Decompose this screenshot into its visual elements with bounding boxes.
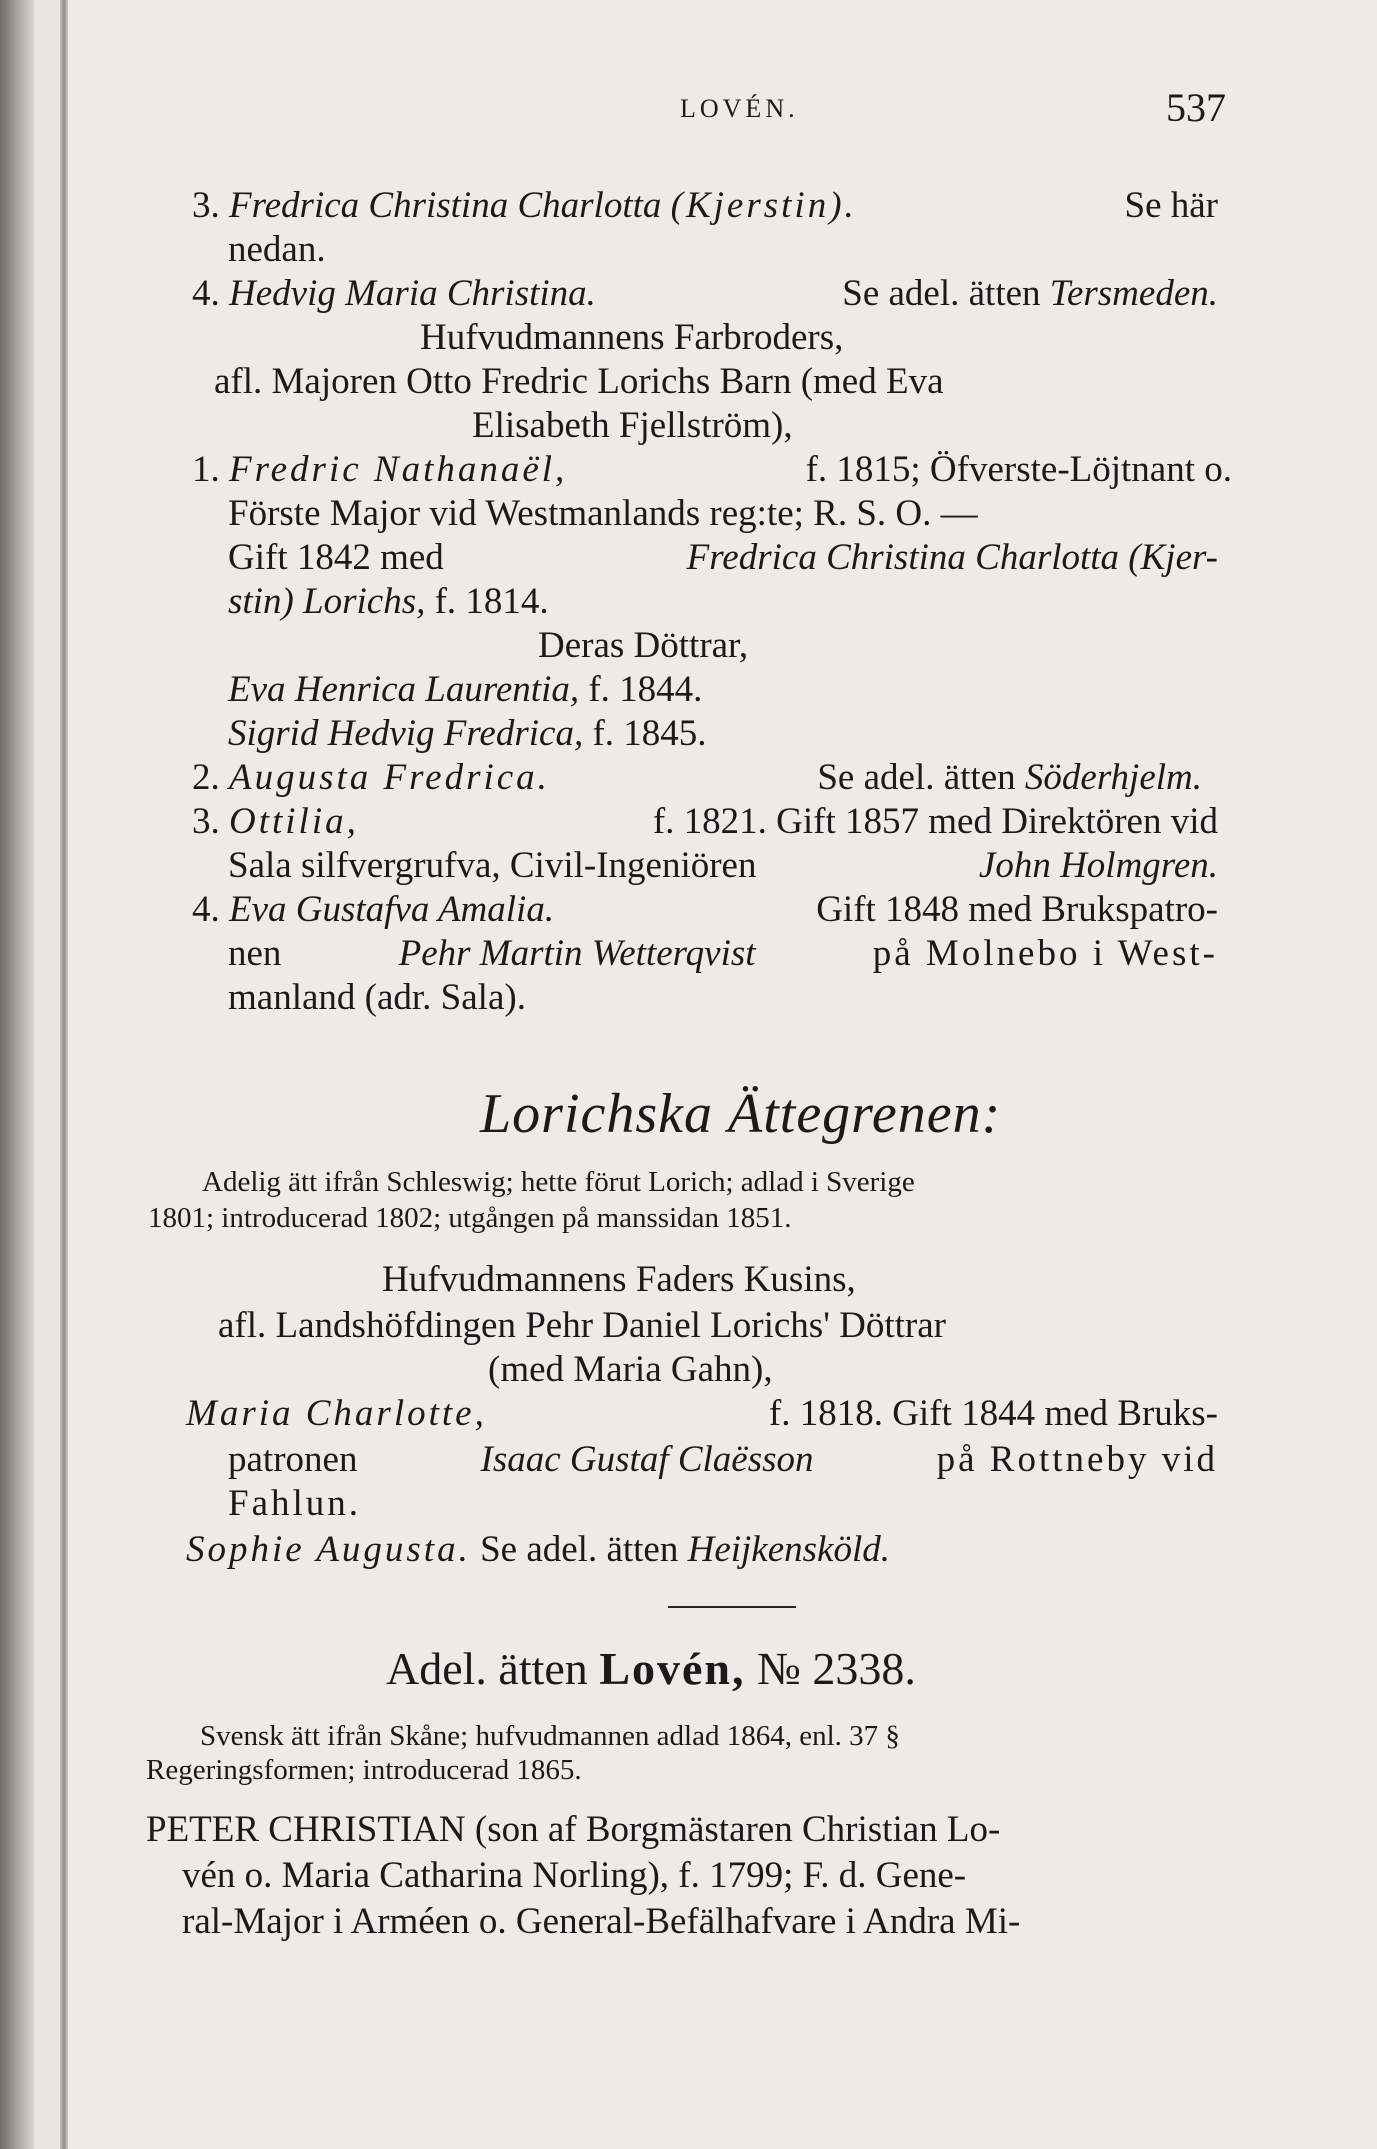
entry-text: ral-Major i Arméen o. General-Befälhafvare i Andra Mi- <box>182 1901 1021 1942</box>
spine-edge <box>60 0 68 2149</box>
section-description <box>202 1164 1220 1200</box>
person-name: Pehr Martin Wetterqvist <box>398 933 756 974</box>
section-description <box>200 1718 1220 1754</box>
family-name: Söderhjelm. <box>1024 757 1202 798</box>
page-number: 537 <box>1166 85 1226 130</box>
page <box>68 0 1377 2149</box>
person-name: Sigrid Hedvig Fredrica, <box>228 713 584 754</box>
entry-number: 1. <box>192 449 220 490</box>
entry-number: 4. <box>192 889 220 930</box>
person-name: Eva Gustafva Amalia. <box>229 889 555 930</box>
person-name: stin) Lorichs, <box>228 581 426 622</box>
entry-line <box>182 1854 1218 1898</box>
entry-line: Hufvudmannens Faders Kusins, <box>382 1259 856 1300</box>
entry-line <box>192 184 1218 228</box>
section-description: Regeringsformen; introducerad 1865. <box>146 1754 582 1786</box>
entry-text: Se här <box>1124 185 1218 226</box>
person-nickname: (Kjerstin). <box>670 185 857 226</box>
entry-line <box>192 756 1202 800</box>
entry-text: f. 1845. <box>592 713 707 754</box>
person-name: Hedvig Maria Christina. <box>229 273 596 314</box>
entry-number: 4. <box>192 273 220 314</box>
description-text: Svensk ätt ifrån Skåne; hufvudmannen adlad 1864, enl. 37 § <box>200 1720 900 1752</box>
entry-line: (med Maria Gahn), <box>488 1349 773 1390</box>
entry-line: Deras Döttrar, <box>538 625 749 666</box>
family-title <box>386 1642 916 1695</box>
entry-line: nedan. <box>228 229 326 270</box>
entry-line <box>146 1808 1218 1852</box>
person-name: Ottilia, <box>229 801 359 842</box>
entry-line <box>192 888 1218 932</box>
entry-line <box>186 1392 1218 1436</box>
entry-line: afl. Majoren Otto Fredric Lorichs Barn (med Eva <box>214 361 944 402</box>
entry-text: PETER CHRISTIAN (son af Borgmästaren Christian Lo- <box>146 1809 1001 1850</box>
person-name: Fredric Nathanaël, <box>229 449 568 490</box>
family-title-prefix: Adel. ätten <box>386 1643 588 1694</box>
entry-line: manland (adr. Sala). <box>228 977 526 1018</box>
entry-line <box>228 844 1218 888</box>
person-name: John Holmgren. <box>978 845 1218 886</box>
entry-line <box>182 1900 1218 1944</box>
spine-shadow <box>0 0 34 2149</box>
entry-line <box>192 800 1218 844</box>
entry-text: f. 1821. Gift 1857 med Direktören vid <box>652 801 1218 842</box>
section-heading: Lorichska Ättegrenen: <box>480 1083 1002 1145</box>
entry-line: Förste Major vid Westmanlands reg:te; R. S. O. — <box>228 493 978 534</box>
family-name: Tersmeden. <box>1049 273 1218 314</box>
entry-text: på Molnebo i West- <box>872 933 1218 974</box>
entry-line <box>192 448 1232 492</box>
entry-text: nen <box>228 933 282 974</box>
entry-number: 3. <box>192 801 220 842</box>
entry-line: Elisabeth Fjellström), <box>472 405 793 446</box>
section-divider <box>668 1606 796 1608</box>
entry-text: f. 1815; Öfverste-Löjtnant o. <box>805 449 1232 490</box>
person-name: Maria Charlotte, <box>186 1393 487 1434</box>
entry-text: f. 1818. Gift 1844 med Bruks- <box>768 1393 1218 1434</box>
family-name: Heijkensköld. <box>687 1529 891 1570</box>
entry-line <box>228 668 702 712</box>
entry-text: Se adel. ätten <box>817 757 1016 798</box>
entry-line: Fahlun. <box>228 1483 362 1524</box>
entry-text: vén o. Maria Catharina Norling), f. 1799; F. d. Gene- <box>182 1855 967 1896</box>
entry-line <box>228 580 549 624</box>
entry-line <box>228 536 1218 580</box>
person-name: Sophie Augusta. <box>186 1529 471 1570</box>
entry-text: patronen <box>228 1439 358 1480</box>
person-name: Augusta Fredrica. <box>229 757 550 798</box>
entry-line: Hufvudmannens Farbroders, <box>420 317 844 358</box>
entry-text: Se adel. ätten <box>842 273 1041 314</box>
entry-line <box>186 1528 890 1572</box>
entry-text: Gift 1848 med Brukspatro- <box>816 889 1218 930</box>
family-number: № 2338. <box>757 1643 916 1694</box>
person-name: Isaac Gustaf Claësson <box>480 1439 814 1480</box>
entry-text: Gift 1842 med <box>228 537 444 578</box>
entry-text: Se adel. ätten <box>480 1529 679 1570</box>
running-header: LOVÉN. <box>680 94 799 123</box>
person-name: Fredrica Christina Charlotta (Kjer- <box>686 537 1218 578</box>
entry-line <box>228 1438 1218 1482</box>
family-title-name: Lovén, <box>599 1643 746 1694</box>
person-name: Fredrica Christina Charlotta <box>229 185 662 226</box>
entry-text: på Rottneby vid <box>936 1439 1218 1480</box>
entry-line <box>228 932 1218 976</box>
section-description: 1801; introducerad 1802; utgången på manssidan 1851. <box>148 1202 792 1234</box>
person-name: Eva Henrica Laurentia, <box>228 669 580 710</box>
entry-number: 2. <box>192 757 220 798</box>
description-text: Adelig ätt ifrån Schleswig; hette förut Lorich; adlad i Sverige <box>202 1166 915 1198</box>
entry-line <box>192 272 1218 316</box>
entry-number: 3. <box>192 185 220 226</box>
entry-line <box>228 712 707 756</box>
entry-text: f. 1814. <box>434 581 549 622</box>
entry-line: afl. Landshöfdingen Pehr Daniel Lorichs' Döttrar <box>218 1305 946 1346</box>
entry-text: Sala silfvergrufva, Civil-Ingeniören <box>228 845 757 886</box>
entry-text: f. 1844. <box>588 669 703 710</box>
